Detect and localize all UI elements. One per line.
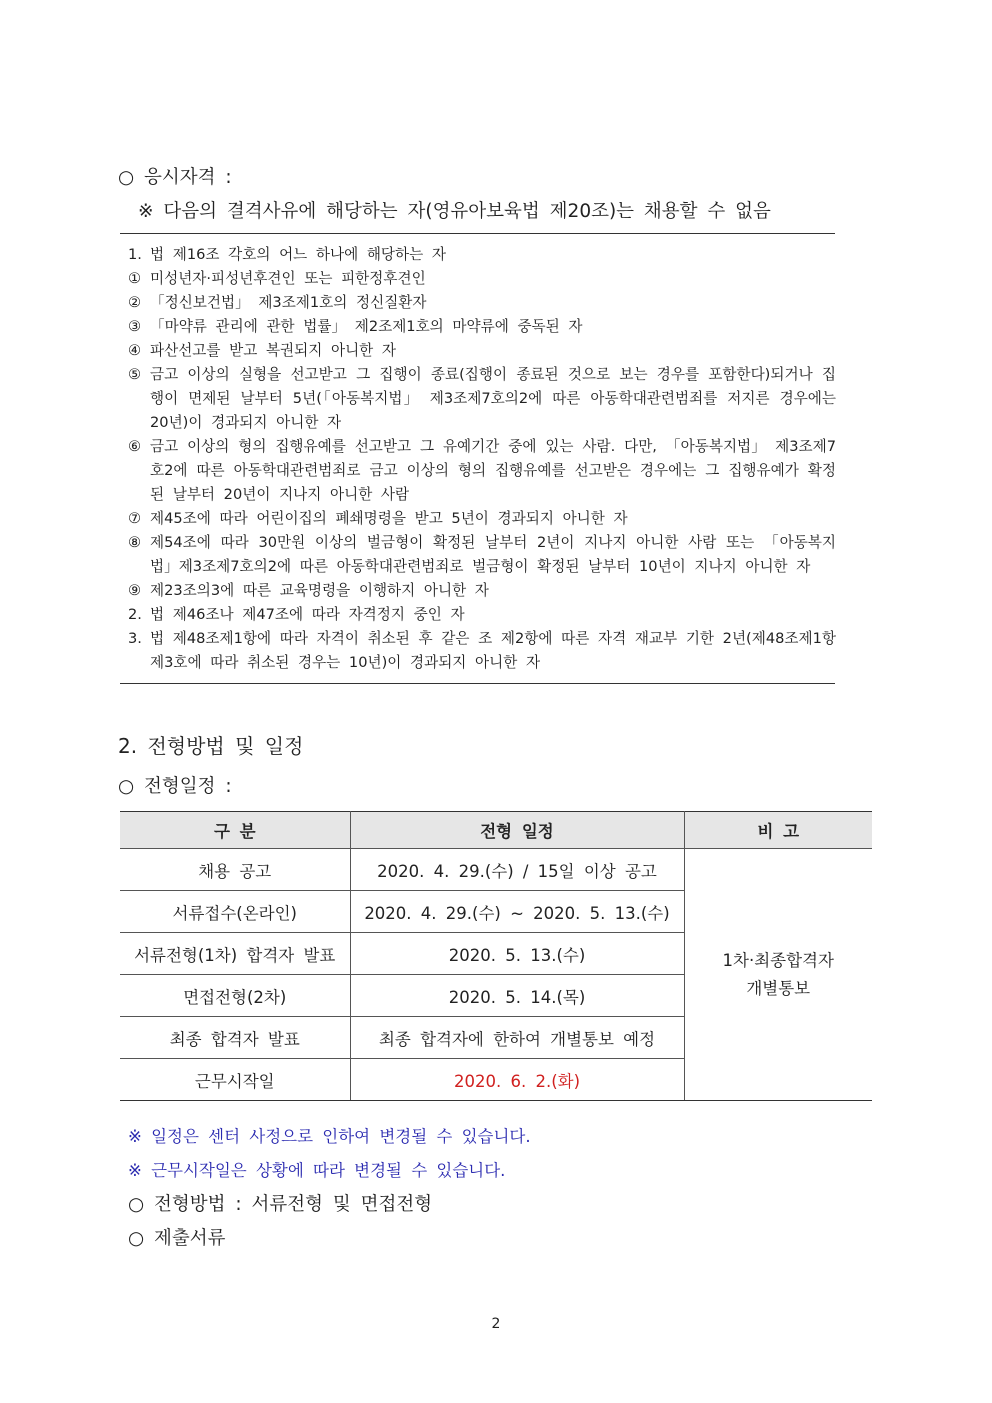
header-remark: 비 고 <box>684 812 872 849</box>
date-cell: 2020. 5. 13.(수) <box>350 933 684 975</box>
top-rule <box>120 233 835 234</box>
list-item: ① 미성년자·피성년후견인 또는 피한정후견인 <box>128 270 426 287</box>
list-item: ③ 「마약류 관리에 관한 법률」 제2조제1호의 마약류에 중독된 자 <box>128 318 583 335</box>
remark-cell <box>684 849 872 1101</box>
list-item: ⑨ 제23조의3에 따른 교육명령을 이행하지 아니한 자 <box>128 582 489 599</box>
list-item: ④ 파산선고를 받고 복권되지 아니한 자 <box>128 342 397 359</box>
qualification-heading: ○ 응시자격 : <box>118 167 232 188</box>
list-item: ⑥ 금고 이상의 형의 집행유예를 선고받고 그 유예기간 중에 있는 사람. 다만, 「아동복지법」 제3조제7호2에 따른 아동학대관련범죄로 금고 이상의 형의 집행유예를 선고받은 경우에는 그 집행유예가 확정된 날부터 20년이 지나지 아니한 사람 <box>128 438 836 503</box>
list-item: 1. 법 제16조 각호의 어느 하나에 해당하는 자 <box>128 246 446 263</box>
start-date-change-note: ※ 근무시작일은 상황에 따라 변경될 수 있습니다. <box>128 1161 506 1180</box>
stage-cell: 서류전형(1차) 합격자 발표 <box>120 933 350 975</box>
stage-cell: 면접전형(2차) <box>120 975 350 1017</box>
stage-cell: 근무시작일 <box>120 1059 350 1101</box>
list-item: ⑤ 금고 이상의 실형을 선고받고 그 집행이 종료(집행이 종료된 것으로 보는 경우를 포함한다)되거나 집행이 면제된 날부터 5년(「아동복지법」 제3조제7호의2에 따른 아동학대관련범죄를 저지른 경우에는 20년)이 경과되지 아니한 자 <box>128 366 836 431</box>
page-number: 2 <box>491 1316 501 1332</box>
schedule-table <box>120 811 872 1101</box>
schedule-label: ○ 전형일정 : <box>118 776 232 797</box>
bottom-rule <box>120 683 835 684</box>
header-date: 전형 일정 <box>350 812 684 849</box>
stage-cell: 채용 공고 <box>120 849 350 891</box>
list-item: ② 「정신보건법」 제3조제1호의 정신질환자 <box>128 294 427 311</box>
list-item: 3. 법 제48조제1항에 따라 자격이 취소된 후 같은 조 제2항에 따른 자격 재교부 기한 2년(제48조제1항제3호에 따라 취소된 경우는 10년)이 경과되지 아니한 자 <box>128 630 836 671</box>
list-item: 2. 법 제46조나 제47조에 따라 자격정지 중인 자 <box>128 606 465 623</box>
date-cell: 2020. 4. 29.(수) / 15일 이상 공고 <box>350 849 684 891</box>
date-cell: 2020. 4. 29.(수) ~ 2020. 5. 13.(수) <box>350 891 684 933</box>
list-item: ⑦ 제45조에 따라 어린이집의 폐쇄명령을 받고 5년이 경과되지 아니한 자 <box>128 510 628 527</box>
remark-line: 개별통보 <box>746 978 811 998</box>
stage-cell: 최종 합격자 발표 <box>120 1017 350 1059</box>
table-header-row <box>120 812 872 849</box>
required-documents: ○ 제출서류 <box>128 1228 226 1249</box>
stage-cell: 서류접수(온라인) <box>120 891 350 933</box>
disqualification-note: ※ 다음의 결격사유에 해당하는 자(영유아보육법 제20조)는 채용할 수 없음 <box>138 201 771 222</box>
disqualification-list <box>120 243 836 675</box>
schedule-change-note: ※ 일정은 센터 사정으로 인하여 변경될 수 있습니다. <box>128 1127 531 1146</box>
header-stage: 구 분 <box>120 812 350 849</box>
table-row <box>120 849 872 891</box>
remark-line: 1차·최종합격자 <box>722 950 834 970</box>
selection-method: ○ 전형방법 : 서류전형 및 면접전형 <box>128 1194 433 1215</box>
start-date-cell: 2020. 6. 2.(화) <box>350 1059 684 1101</box>
date-cell: 최종 합격자에 한하여 개별통보 예정 <box>350 1017 684 1059</box>
date-cell: 2020. 5. 14.(목) <box>350 975 684 1017</box>
section-title: 2. 전형방법 및 일정 <box>118 734 304 758</box>
list-item: ⑧ 제54조에 따라 30만원 이상의 벌금형이 확정된 날부터 2년이 지나지 아니한 사람 또는 「아동복지법」제3조제7호의2에 따른 아동학대관련범죄로 벌금형이 확정된 날부터 10년이 지나지 아니한 자 <box>128 534 836 575</box>
